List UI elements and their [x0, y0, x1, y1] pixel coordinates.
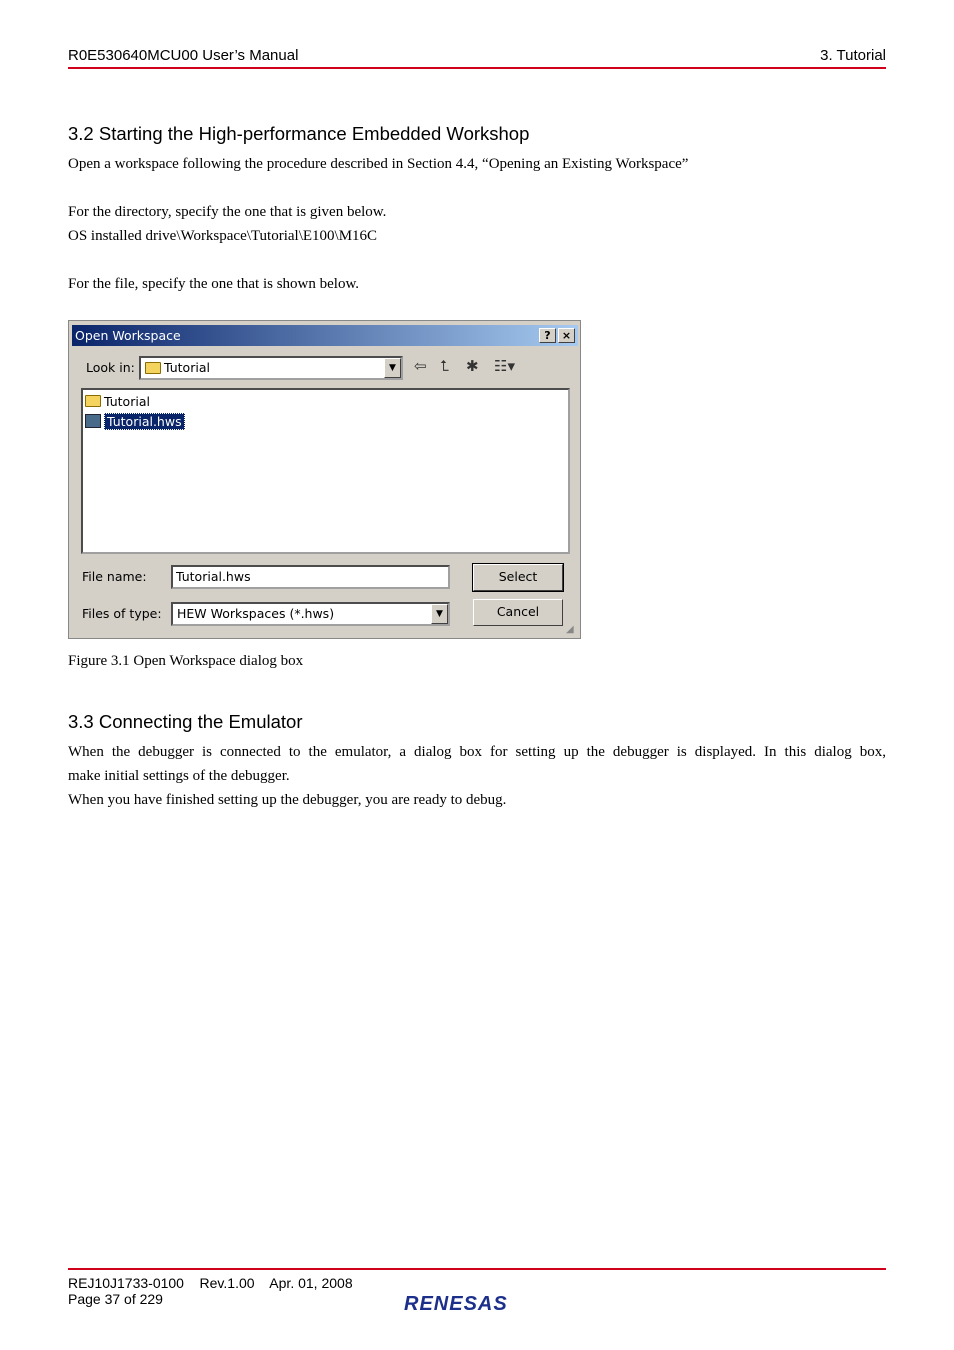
list-item[interactable]: [85, 412, 185, 430]
figure-caption: Figure 3.1 Open Workspace dialog box: [68, 653, 304, 669]
view-menu-icon[interactable]: ☷▾: [494, 357, 515, 375]
dialog-title: Open Workspace: [75, 328, 181, 343]
item-label: Tutorial.hws: [104, 413, 185, 430]
renesas-logo: RENESAS: [404, 1293, 508, 1315]
chevron-down-icon[interactable]: ▼: [431, 604, 448, 624]
paragraph: When you have finished setting up the debugger, you are ready to debug.: [68, 792, 507, 808]
new-folder-icon[interactable]: ✱: [466, 357, 479, 375]
document-reference: REJ10J1733-0100 Rev.1.00 Apr. 01, 2008: [68, 1275, 353, 1291]
item-label: Tutorial: [104, 393, 150, 409]
resize-grip-icon[interactable]: ◢: [566, 624, 574, 635]
paragraph: For the file, specify the one that is shown below.: [68, 276, 360, 292]
look-in-label: Look in:: [86, 360, 135, 375]
section-heading-3-3: 3.3 Connecting the Emulator: [68, 711, 303, 732]
file-name-input[interactable]: Tutorial.hws: [171, 565, 450, 589]
help-button[interactable]: ?: [539, 328, 556, 343]
section-heading-3-2: 3.2 Starting the High-performance Embedded Workshop: [68, 123, 530, 144]
look-in-combo[interactable]: [139, 356, 403, 380]
workspace-file-icon: [85, 414, 101, 428]
paragraph: For the directory, specify the one that is given below.: [68, 204, 387, 220]
page-number: Page 37 of 229: [68, 1291, 163, 1307]
back-icon[interactable]: ⇦: [414, 357, 427, 375]
paragraph: make initial settings of the debugger.: [68, 768, 290, 784]
chapter-title: 3. Tutorial: [820, 47, 886, 64]
open-workspace-dialog: [68, 320, 581, 639]
folder-icon: [145, 362, 161, 374]
cancel-button[interactable]: Cancel: [473, 599, 563, 626]
paragraph: When the debugger is connected to the emulator, a dialog box for setting up the debugger is displayed. In this dialog box,: [68, 744, 886, 760]
file-list[interactable]: [81, 388, 570, 554]
dialog-titlebar: [72, 325, 578, 346]
close-button[interactable]: ×: [558, 328, 575, 343]
file-name-label: File name:: [82, 569, 147, 584]
up-folder-icon[interactable]: ⮤: [440, 357, 449, 375]
files-of-type-label: Files of type:: [82, 606, 162, 621]
files-of-type-combo[interactable]: HEW Workspaces (*.hws) ▼: [171, 602, 450, 626]
look-in-value: Tutorial: [164, 360, 210, 375]
manual-title: R0E530640MCU00 User’s Manual: [68, 47, 299, 64]
paragraph: Open a workspace following the procedure described in Section 4.4, “Opening an Existing Workspace”: [68, 156, 689, 172]
list-item[interactable]: [85, 392, 150, 410]
page-header: [68, 47, 886, 69]
chevron-down-icon[interactable]: ▼: [384, 358, 401, 378]
directory-path: OS installed drive\Workspace\Tutorial\E100\M16C: [68, 228, 378, 244]
folder-icon: [85, 395, 101, 407]
select-button[interactable]: Select: [473, 564, 563, 591]
